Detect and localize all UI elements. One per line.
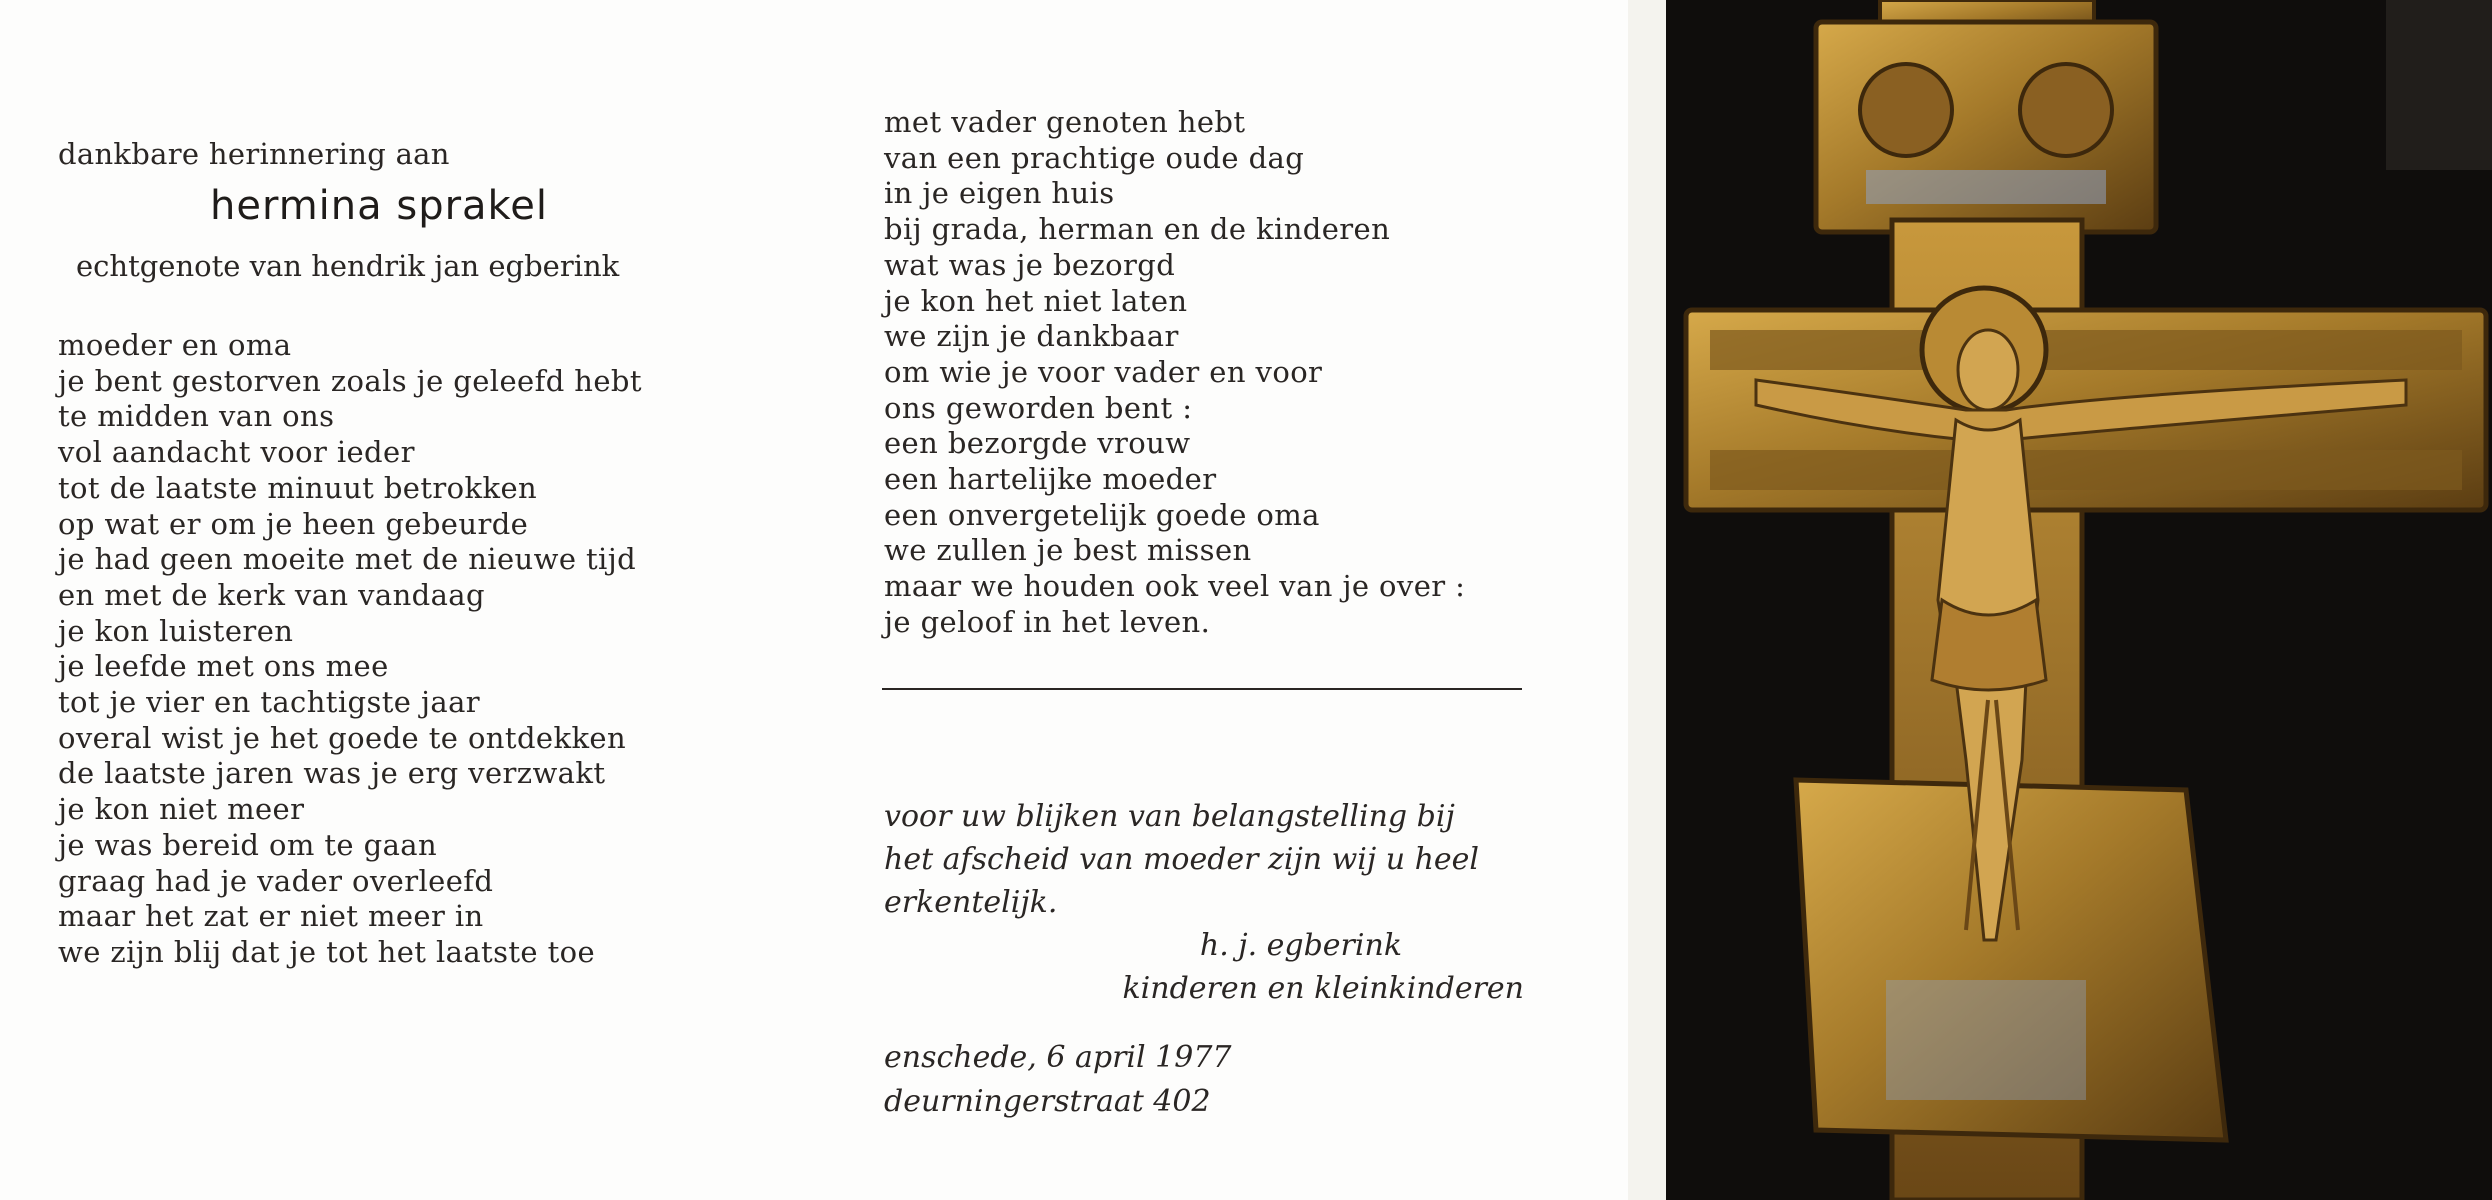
poem-line: overal wist je het goede te ontdekken bbox=[58, 720, 627, 755]
thanks-line: voor uw blijken van belangstelling bij bbox=[884, 799, 1455, 834]
thanks-line: het afscheid van moeder zijn wij u heel bbox=[884, 842, 1480, 877]
poem-line: in je eigen huis bbox=[884, 176, 1115, 211]
poem-line: de laatste jaren was je erg verzwakt bbox=[58, 756, 606, 791]
poem-line: je was bereid om te gaan bbox=[58, 827, 438, 862]
poem-line: moeder en oma bbox=[58, 328, 292, 362]
poem-line: we zullen je best missen bbox=[884, 533, 1252, 568]
poem-line: te midden van ons bbox=[58, 399, 335, 434]
place-date bbox=[884, 1036, 1232, 1124]
poem-line: je leefde met ons mee bbox=[58, 649, 389, 684]
signature-name: h. j. egberink bbox=[1199, 928, 1402, 963]
poem-line: een onvergetelijk goede oma bbox=[884, 497, 1320, 532]
thanks-note bbox=[884, 795, 1524, 1010]
divider bbox=[882, 688, 1522, 690]
poem-line: om wie je voor vader en voor bbox=[884, 354, 1323, 389]
poem-line: maar we houden ook veel van je over : bbox=[884, 569, 1466, 604]
poem-line: je kon luisteren bbox=[58, 613, 294, 648]
poem-line: je bent gestorven zoals je geleefd hebt bbox=[58, 363, 642, 398]
poem-line: we zijn je dankbaar bbox=[884, 319, 1179, 354]
spouse-line: echtgenote van hendrik jan egberink bbox=[76, 249, 620, 283]
poem-line: je geloof in het leven. bbox=[884, 604, 1211, 639]
poem-line: bij grada, herman en de kinderen bbox=[884, 212, 1391, 247]
poem-left bbox=[58, 328, 818, 971]
poem-line: wat was je bezorgd bbox=[884, 247, 1176, 282]
poem-line: maar het zat er niet meer in bbox=[58, 899, 484, 934]
poem-line: graag had je vader overleefd bbox=[58, 863, 494, 898]
orthodox-cross-icon bbox=[1666, 0, 2492, 1200]
crucifix-photo bbox=[1666, 0, 2492, 1200]
deceased-name: hermina sprakel bbox=[210, 183, 549, 229]
left-column bbox=[58, 136, 818, 971]
poem-line: een bezorgde vrouw bbox=[884, 426, 1191, 461]
poem-line: ons geworden bent : bbox=[884, 390, 1193, 425]
poem-middle bbox=[884, 105, 1524, 641]
poem-line: van een prachtige oude dag bbox=[884, 140, 1305, 175]
thanks-line: erkentelijk. bbox=[884, 885, 1058, 920]
poem-line: tot de laatste minuut betrokken bbox=[58, 470, 538, 505]
poem-line: je kon niet meer bbox=[58, 792, 305, 827]
poem-line: en met de kerk van vandaag bbox=[58, 577, 485, 612]
poem-line: we zijn blij dat je tot het laatste toe bbox=[58, 934, 596, 969]
poem-line: je kon het niet laten bbox=[884, 283, 1188, 318]
poem-line: je had geen moeite met de nieuwe tijd bbox=[58, 542, 637, 577]
poem-line: vol aandacht voor ieder bbox=[58, 435, 415, 470]
address-line: deurningerstraat 402 bbox=[884, 1084, 1211, 1119]
poem-line: met vader genoten hebt bbox=[884, 105, 1246, 139]
signature-family: kinderen en kleinkinderen bbox=[1122, 971, 1524, 1006]
place-date-line: enschede, 6 april 1977 bbox=[884, 1040, 1232, 1075]
poem-line: op wat er om je heen gebeurde bbox=[58, 506, 529, 541]
poem-line: een hartelijke moeder bbox=[884, 462, 1217, 497]
intro-text: dankbare herinnering aan bbox=[58, 137, 450, 171]
poem-line: tot je vier en tachtigste jaar bbox=[58, 685, 481, 720]
